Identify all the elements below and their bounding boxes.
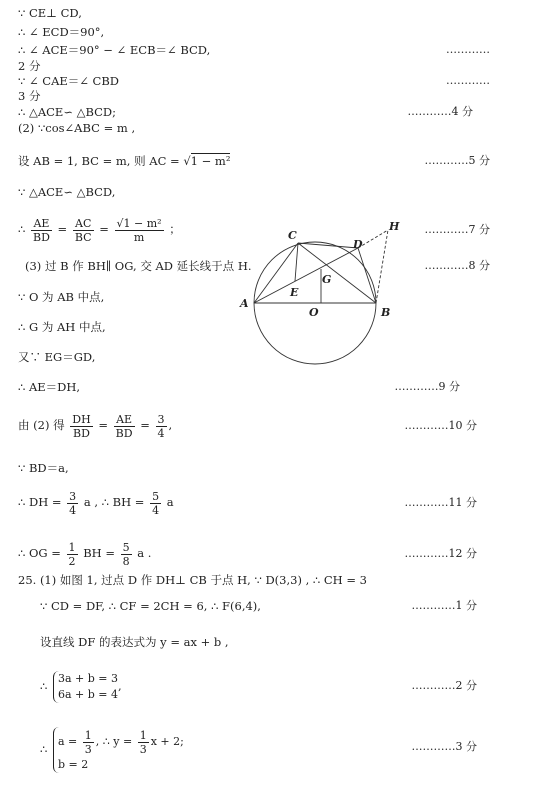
- system-row-1: a = $\frac{1}{3}$ , ∴ y = $\frac{1}{3}$ x + 2;: [57, 728, 184, 756]
- label-c: C: [288, 229, 297, 242]
- score-13: …………3 分: [411, 740, 477, 753]
- line-24-end: ,: [118, 679, 122, 693]
- segment-ce: [295, 243, 298, 281]
- line-5: ∵ ∠ CAE＝∠ CBD: [18, 74, 120, 88]
- line-19-a: ∴ DH =: [18, 495, 62, 509]
- line-9: [18, 154, 230, 168]
- line-18: ∵ BD＝a,: [18, 461, 69, 475]
- sqrt-sign: √: [183, 154, 191, 168]
- fraction-root-m: $\frac{\text{√1 − m²}}{m}$: [116, 216, 162, 244]
- fraction-3-4-b: $\frac{3}{4}$: [69, 489, 77, 517]
- score-12: …………2 分: [411, 679, 477, 692]
- label-g: G: [322, 273, 332, 286]
- line-19-b: a , ∴ BH =: [83, 495, 145, 509]
- fraction-5-4: $\frac{5}{4}$: [152, 489, 160, 517]
- line-20: [18, 538, 151, 568]
- fraction-dh-bd: $\frac{DH}{BD}$: [72, 412, 91, 440]
- score-2: …………: [446, 74, 490, 87]
- line-9-text: 设 AB = 1, BC = m, 则 AC =: [18, 154, 184, 168]
- score-11: …………1 分: [411, 599, 477, 612]
- segment-bh-dashed: [376, 230, 388, 303]
- line-19: [18, 487, 174, 517]
- line-20-c: a .: [137, 546, 152, 560]
- line-21: 25. (1) 如图 1, 过点 D 作 DH⊥ CB 于点 H, ∵ D(3,3) , ∴ CH = 3: [18, 573, 367, 587]
- line-7: ∴ △ACE∽ △BCD;: [18, 105, 117, 119]
- line-10: ∵ △ACE∽ △BCD,: [18, 185, 116, 199]
- score-9: …………11 分: [404, 496, 477, 509]
- line-4: 2 分: [18, 59, 41, 73]
- label-h: H: [389, 220, 400, 233]
- fraction-1-2: $\frac{1}{2}$: [68, 540, 76, 568]
- line-9-radicand: 1 − m²: [190, 154, 231, 168]
- label-b: B: [381, 306, 391, 319]
- fraction-ac-bc: $\frac{AC}{BC}$: [74, 216, 92, 244]
- score-6: …………8 分: [424, 259, 490, 272]
- label-d: D: [353, 238, 363, 251]
- equation-system-1: 3a + b = 3 6a + b = 4: [53, 671, 118, 703]
- line-14: ∴ G 为 AH 中点,: [18, 320, 106, 334]
- score-3: …………4 分: [407, 105, 473, 118]
- geometry-figure: [238, 218, 398, 368]
- score-5: …………7 分: [424, 223, 490, 236]
- segment-cb: [298, 243, 376, 303]
- line-13: ∵ O 为 AB 中点,: [18, 290, 105, 304]
- line-20-a: ∴ OG =: [18, 546, 61, 560]
- line-12: (3) 过 B 作 BH∥ OG, 交 AD 延长线于点 H.: [25, 259, 252, 273]
- label-e: E: [290, 286, 299, 299]
- line-25: [40, 722, 184, 776]
- line-3: ∴ ∠ ACE＝90° − ∠ ECB＝∠ BCD,: [18, 43, 211, 57]
- line-17-end: ,: [168, 418, 173, 432]
- line-6: 3 分: [18, 89, 41, 103]
- score-8: …………10 分: [404, 419, 477, 432]
- line-17: 由 (2) 得 $\frac{DH}{BD}$ = $\frac{AE}{BD}$ = $\frac{3}{4}$ ,: [18, 412, 173, 440]
- label-a: A: [240, 297, 249, 310]
- fraction-1-3: $\frac{1}{3}$: [84, 728, 92, 756]
- score-10: …………12 分: [404, 547, 477, 560]
- line-16: ∴ AE＝DH,: [18, 380, 81, 394]
- line-1: ∵ CE⊥ CD,: [18, 6, 82, 20]
- line-8: (2) ∵cos∠ABC = m ,: [18, 121, 136, 135]
- line-23: 设直线 DF 的表达式为 y = ax + b ,: [40, 635, 229, 649]
- therefore-sign: ∴: [18, 222, 26, 236]
- line-24-prefix: ∴: [40, 679, 48, 693]
- fraction-3-4: $\frac{3}{4}$: [157, 412, 165, 440]
- line-19-c: a: [166, 495, 174, 509]
- line-17-prefix: 由 (2) 得: [18, 418, 65, 432]
- line-2: ∴ ∠ ECD＝90°,: [18, 25, 105, 39]
- score-4: …………5 分: [424, 154, 490, 167]
- fraction-ae-bd: $\frac{AE}{BD}$: [32, 216, 50, 244]
- segment-ad: [254, 248, 358, 303]
- line-15: 又∵ EG＝GD,: [18, 350, 96, 364]
- score-7: …………9 分: [394, 380, 460, 393]
- line-11: ∴ $\frac{AE}{BD}$ = $\frac{AC}{BC}$ = $\frac{\text{√1 − m²}}{m}$ ；: [18, 216, 181, 244]
- segment-db: [358, 248, 376, 303]
- fraction-ae-bd-2: $\frac{AE}{BD}$: [115, 412, 133, 440]
- line-11-end: ；: [169, 222, 181, 236]
- line-25-prefix: ∴: [40, 742, 48, 756]
- label-o: O: [309, 306, 319, 319]
- fraction-1-3-b: $\frac{1}{3}$: [139, 728, 147, 756]
- line-24: [40, 668, 122, 704]
- line-22: ∵ CD = DF, ∴ CF = 2CH = 6, ∴ F(6,4),: [40, 599, 261, 613]
- line-20-b: BH =: [83, 546, 115, 560]
- score-1: …………: [446, 43, 490, 56]
- equation-system-2: [53, 727, 184, 773]
- system-row-2: b = 2: [57, 758, 89, 771]
- fraction-5-8: $\frac{5}{8}$: [122, 540, 130, 568]
